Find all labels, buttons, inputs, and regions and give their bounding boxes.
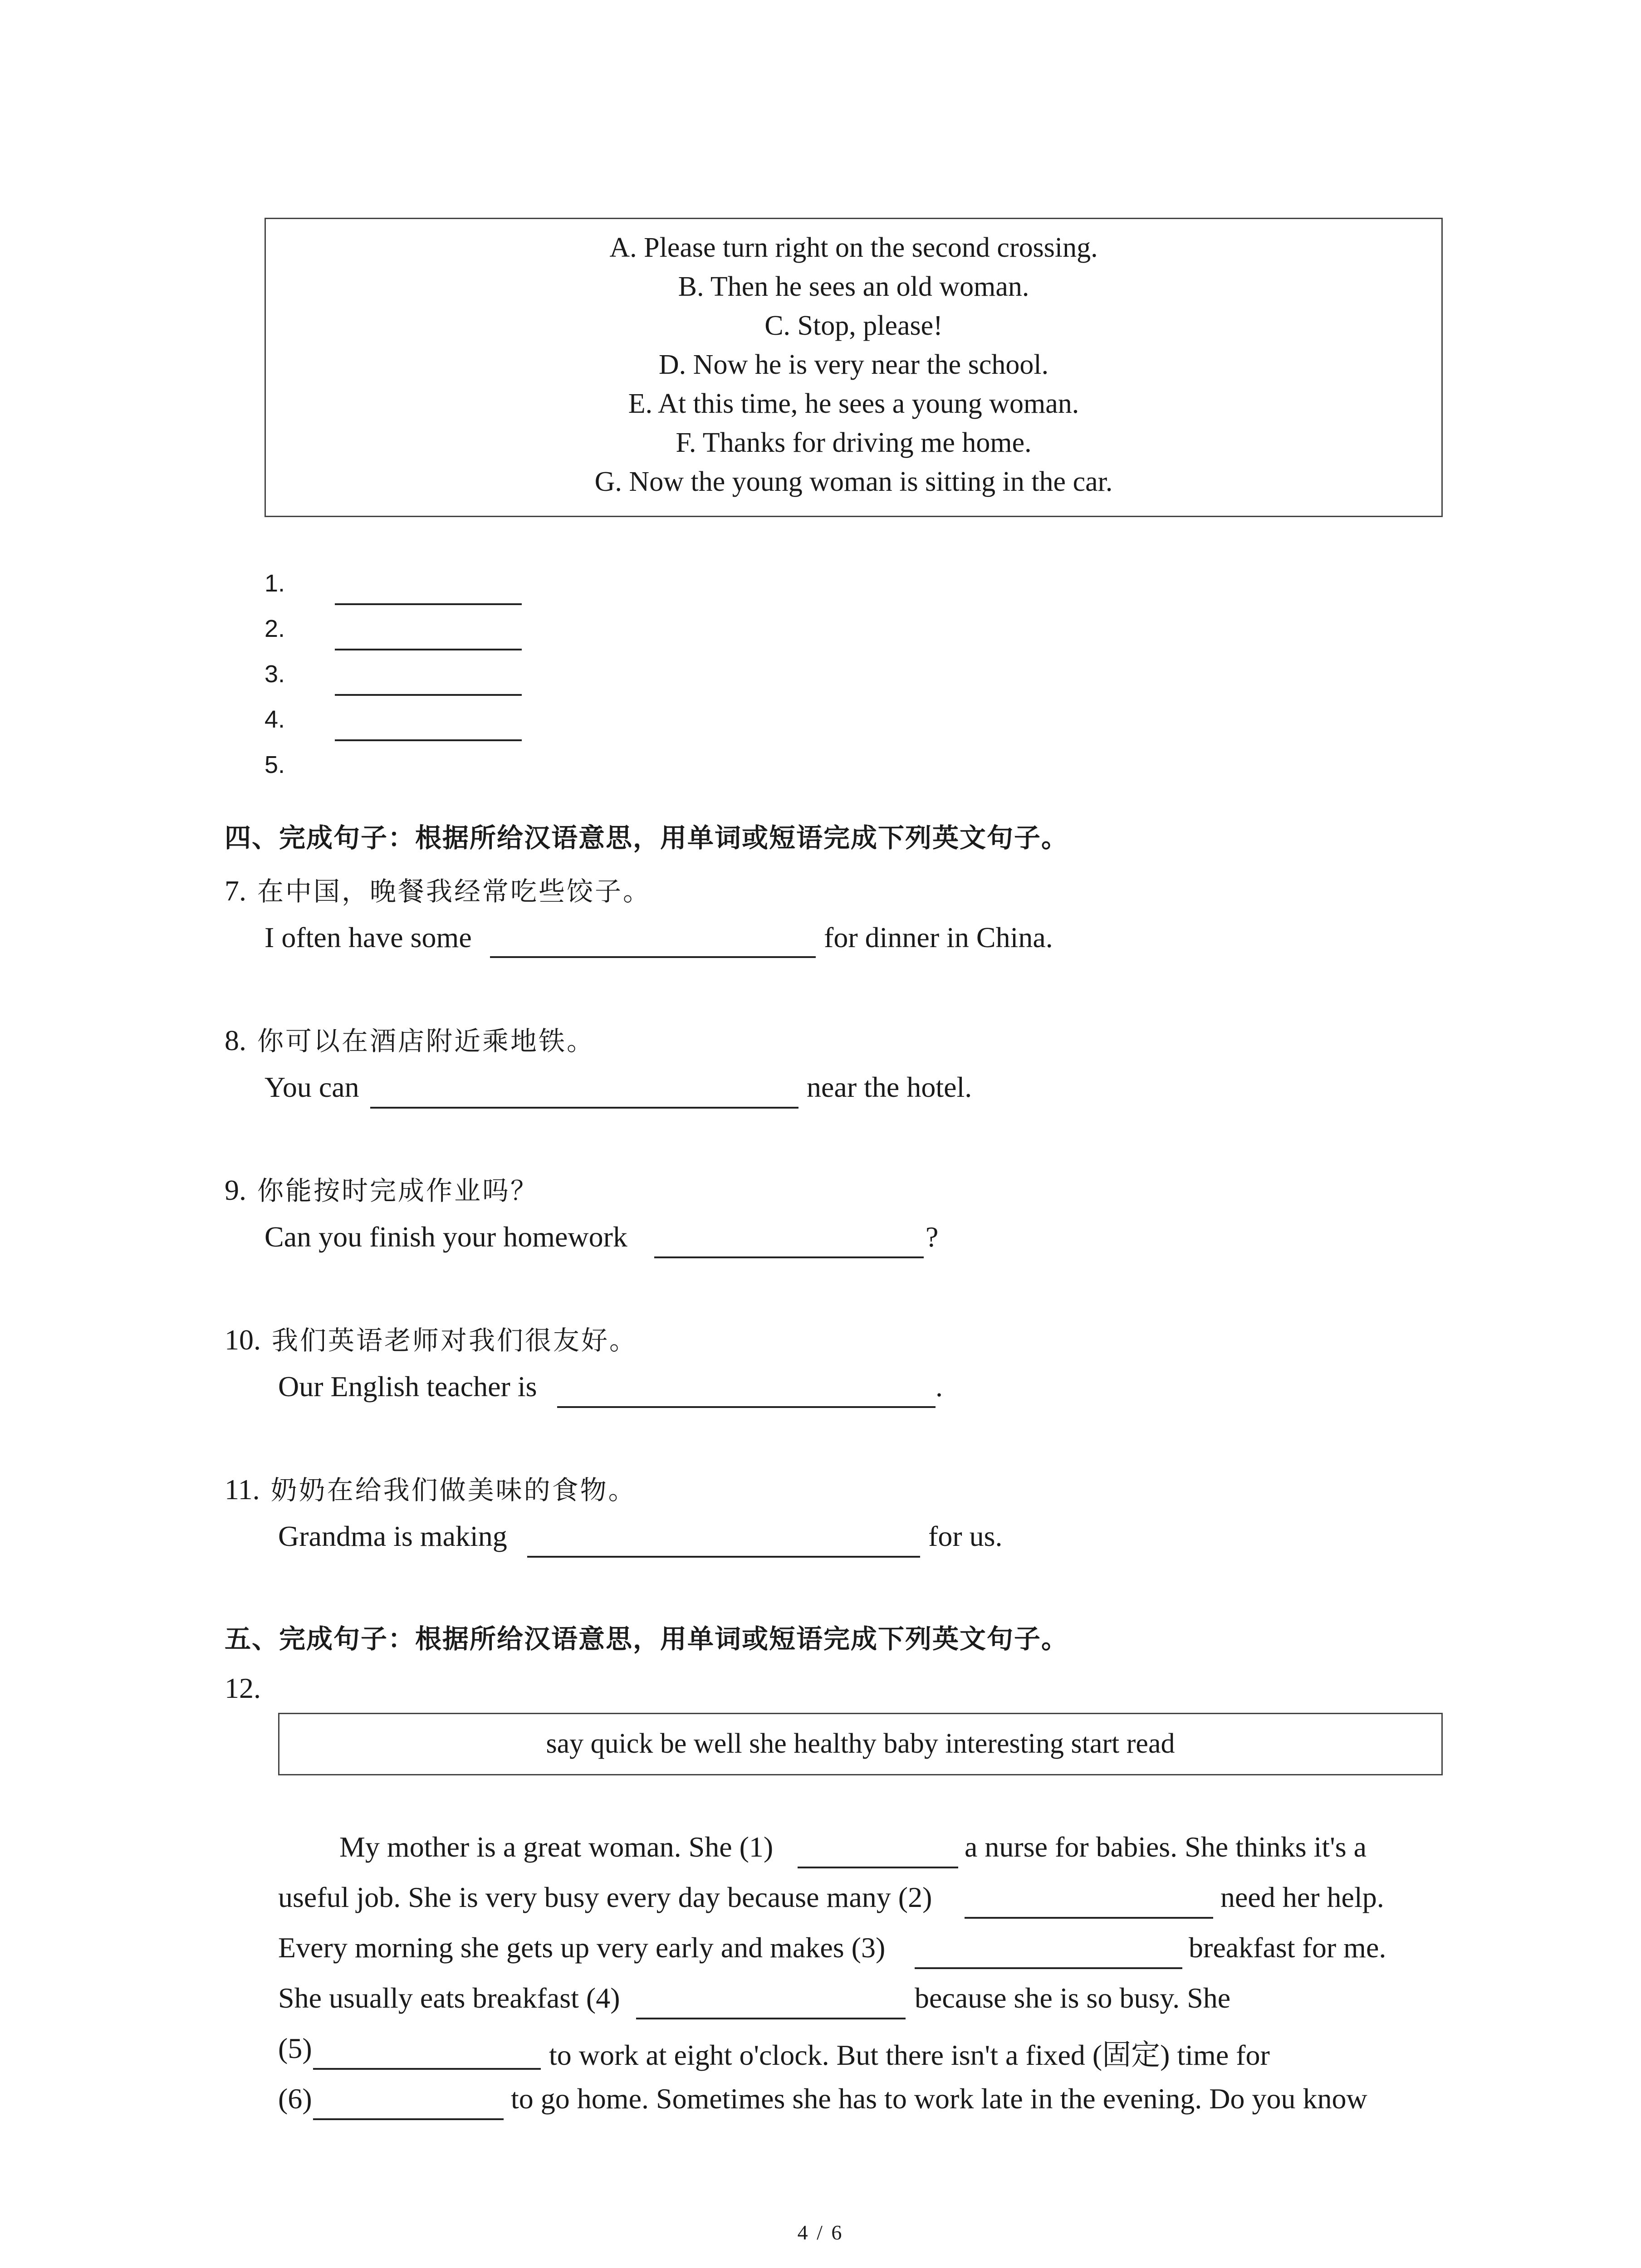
question-7-chinese: 在中国，晚餐我经常吃些饺子。 [257, 876, 652, 907]
option-b: B. Then he sees an old woman. [678, 271, 1029, 302]
word-bank-text: say quick be well she healthy baby interesting start read [546, 1728, 1175, 1759]
passage-blank-6[interactable] [313, 2118, 504, 2120]
question-11-blank[interactable] [527, 1556, 920, 1558]
question-7 [225, 870, 651, 908]
answer-number-1: 1. [265, 570, 285, 597]
question-7-blank[interactable] [490, 956, 816, 958]
passage-line-5-a: (5) [278, 2032, 312, 2064]
question-8 [225, 1020, 595, 1058]
passage-line-3-a: Every morning she gets up very early and makes (3) [278, 1931, 886, 1964]
question-10-after: . [936, 1370, 943, 1403]
passage-line-1-b: a nurse for babies. She thinks it's a [965, 1831, 1367, 1863]
question-10-chinese: 我们英语老师对我们很友好。 [272, 1325, 638, 1356]
passage-line-4-a: She usually eats breakfast (4) [278, 1982, 620, 2014]
passage-line-1-a: My mother is a great woman. She (1) [339, 1831, 774, 1863]
question-10-number: 10. [225, 1324, 261, 1356]
option-f: F. Thanks for driving me home. [676, 427, 1032, 458]
question-11-chinese: 奶奶在给我们做美味的食物。 [270, 1475, 637, 1505]
question-9-chinese: 你能按时完成作业吗？ [257, 1175, 539, 1206]
passage-line-2-a: useful job. She is very busy every day because many (2) [278, 1881, 932, 1913]
answer-number-2: 2. [265, 615, 285, 642]
passage-blank-3[interactable] [915, 1967, 1182, 1969]
question-11-after: for us. [928, 1520, 1003, 1552]
option-g: G. Now the young woman is sitting in the car. [594, 466, 1113, 497]
passage-line-6-b: to go home. Sometimes she has to work late in the evening. Do you know [511, 2082, 1367, 2115]
question-9 [225, 1169, 539, 1207]
word-bank-box [278, 1713, 1443, 1775]
answer-blank-1[interactable] [335, 603, 522, 605]
passage-line-2-b: need her help. [1220, 1881, 1384, 1913]
question-10-blank[interactable] [557, 1406, 936, 1408]
question-7-number: 7. [225, 875, 246, 907]
section-4-heading: 四、完成句子：根据所给汉语意思，用单词或短语完成下列英文句子。 [225, 822, 1069, 853]
answer-number-5: 5. [265, 751, 285, 778]
question-7-after: for dinner in China. [824, 921, 1053, 953]
passage-blank-5[interactable] [313, 2068, 541, 2070]
options-box [265, 218, 1443, 517]
question-9-number: 9. [225, 1174, 246, 1206]
option-c: C. Stop, please! [764, 310, 943, 341]
question-7-before: I often have some [265, 921, 472, 953]
answer-blank-3[interactable] [335, 694, 522, 696]
section-5-heading: 五、完成句子：根据所给汉语意思，用单词或短语完成下列英文句子。 [225, 1623, 1069, 1654]
question-9-blank[interactable] [654, 1256, 924, 1258]
answer-number-3: 3. [265, 660, 285, 688]
option-a: A. Please turn right on the second crossing. [609, 232, 1098, 263]
option-d: D. Now he is very near the school. [658, 349, 1049, 380]
question-10-before: Our English teacher is [278, 1370, 537, 1403]
passage-blank-1[interactable] [798, 1867, 958, 1868]
question-8-number: 8. [225, 1024, 246, 1056]
passage-line-3-b: breakfast for me. [1189, 1931, 1386, 1964]
question-8-after: near the hotel. [807, 1071, 972, 1103]
option-e: E. At this time, he sees a young woman. [628, 388, 1079, 419]
passage-line-6-a: (6) [278, 2082, 312, 2115]
question-8-chinese: 你可以在酒店附近乘地铁。 [257, 1026, 595, 1056]
question-8-blank[interactable] [370, 1107, 798, 1109]
page-number: 4 / 6 [797, 2221, 844, 2244]
question-12-number: 12. [225, 1672, 261, 1704]
question-8-before: You can [265, 1071, 359, 1103]
answer-blank-4[interactable] [335, 739, 522, 741]
question-11 [225, 1469, 637, 1507]
question-11-before: Grandma is making [278, 1520, 507, 1552]
passage-line-4-b: because she is so busy. She [915, 1982, 1231, 2014]
question-10 [225, 1319, 637, 1357]
answer-number-4: 4. [265, 706, 285, 733]
question-11-number: 11. [225, 1473, 260, 1505]
answer-blank-2[interactable] [335, 649, 522, 650]
question-9-after: ? [926, 1221, 939, 1253]
question-9-before: Can you finish your homework [265, 1221, 627, 1253]
passage-blank-4[interactable] [636, 2018, 906, 2019]
passage-blank-2[interactable] [965, 1917, 1213, 1919]
passage-line-5-b: to work at eight o'clock. But there isn't a fixed (固定) time for [549, 2039, 1270, 2071]
